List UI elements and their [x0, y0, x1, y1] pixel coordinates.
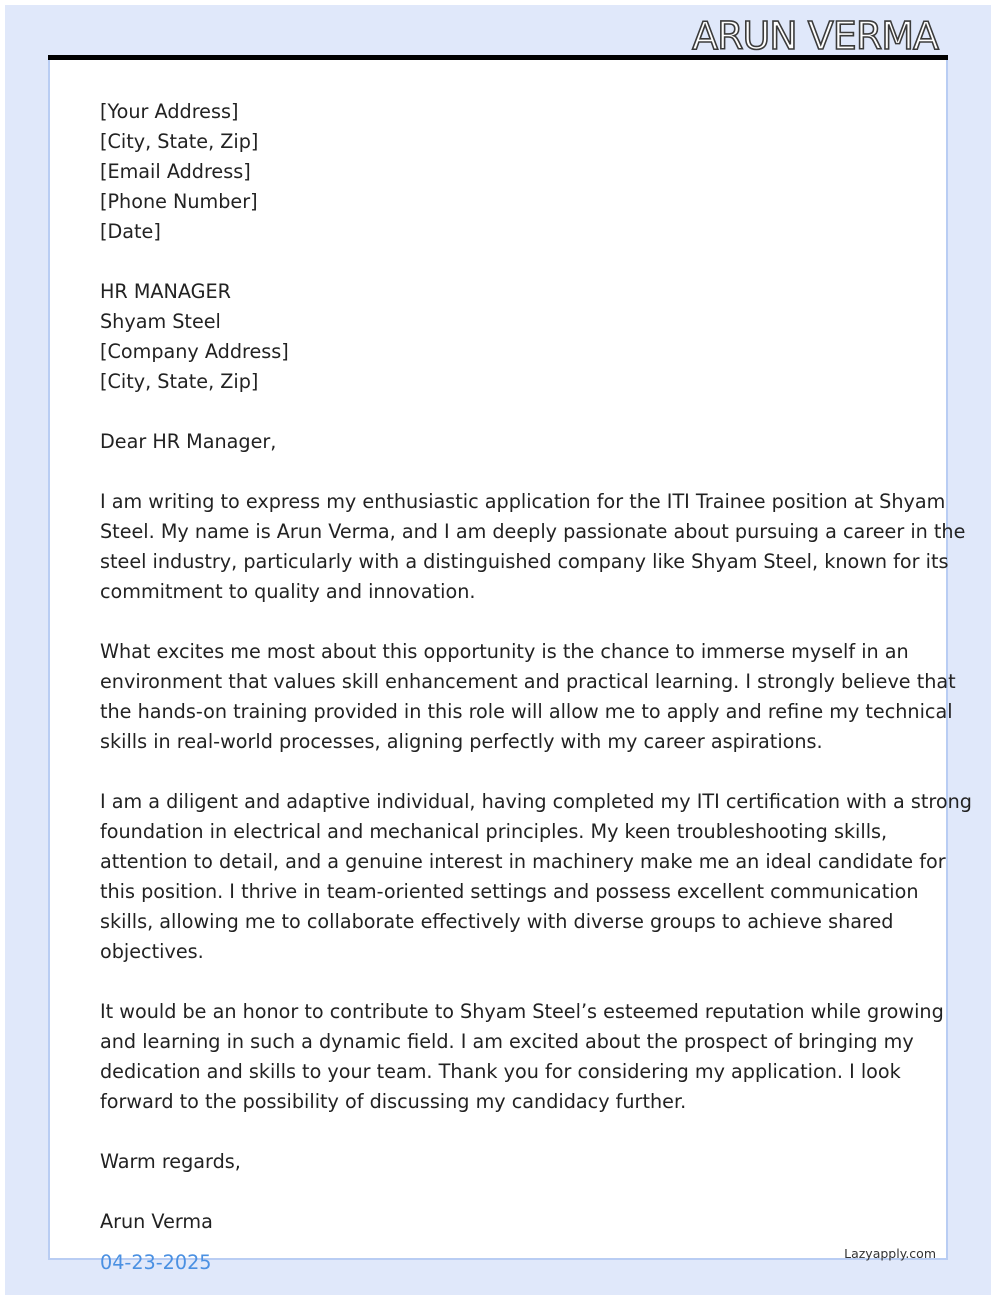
paragraph-line: I am writing to express my enthusiastic application for the ITI Trainee position at Shyam: [100, 490, 946, 513]
paragraph-line: Steel. My name is Arun Verma, and I am deeply passionate about pursuing a career in the: [100, 520, 966, 543]
paragraph-line: attention to detail, and a genuine interest in machinery make me an ideal candidate for: [100, 850, 946, 873]
paragraph-line: What excites me most about this opportunity is the chance to immerse myself in an: [100, 640, 909, 663]
footer-date: 04-23-2025: [100, 1251, 212, 1274]
paragraph-line: skills, allowing me to collaborate effectively with diverse groups to achieve shared: [100, 910, 894, 933]
closing: [100, 1147, 900, 1177]
sender-block: [100, 97, 900, 247]
signature-name: Arun Verma: [100, 1210, 213, 1233]
sender-city-state-zip: [City, State, Zip]: [100, 130, 259, 153]
watermark-text: Lazyapply.com: [844, 1246, 936, 1261]
recipient-city-state-zip: [City, State, Zip]: [100, 370, 259, 393]
paragraph-line: environment that values skill enhancement and practical learning. I strongly believe that: [100, 670, 956, 693]
sender-phone: [Phone Number]: [100, 190, 258, 213]
paragraph-1: [100, 487, 966, 607]
paragraph-line: objectives.: [100, 940, 204, 963]
paragraph-line: It would be an honor to contribute to Shyam Steel’s esteemed reputation while growing: [100, 1000, 944, 1023]
signature: [100, 1207, 900, 1237]
recipient-title: HR MANAGER: [100, 280, 232, 303]
recipient-block: [100, 277, 900, 397]
sender-date: [Date]: [100, 220, 161, 243]
paragraph-3: [100, 787, 972, 967]
header-applicant-name: ARUN VERMA: [692, 14, 938, 58]
salutation-text: Dear HR Manager,: [100, 430, 277, 453]
paragraph-line: and learning in such a dynamic field. I am excited about the prospect of bringing my: [100, 1030, 914, 1053]
paragraph-line: foundation in electrical and mechanical principles. My keen troubleshooting skills,: [100, 820, 888, 843]
closing-text: Warm regards,: [100, 1150, 241, 1173]
paragraph-line: this position. I thrive in team-oriented settings and possess excellent communication: [100, 880, 919, 903]
paragraph-line: steel industry, particularly with a distinguished company like Shyam Steel, known for its: [100, 550, 949, 573]
recipient-company: Shyam Steel: [100, 310, 221, 333]
paragraph-2: [100, 637, 956, 757]
paragraph-line: dedication and skills to your team. Thank you for considering my application. I look: [100, 1060, 901, 1083]
salutation: [100, 427, 900, 457]
paragraph-line: skills in real-world processes, aligning perfectly with my career aspirations.: [100, 730, 823, 753]
paragraph-line: forward to the possibility of discussing my candidacy further.: [100, 1090, 687, 1113]
paragraph-4: [100, 997, 944, 1117]
paragraph-line: commitment to quality and innovation.: [100, 580, 476, 603]
sender-email: [Email Address]: [100, 160, 251, 183]
paragraph-line: I am a diligent and adaptive individual, having completed my ITI certification with a strong: [100, 790, 972, 813]
paragraph-line: the hands-on training provided in this role will allow me to apply and refine my technical: [100, 700, 953, 723]
letter-body: [100, 97, 972, 1237]
sender-address: [Your Address]: [100, 100, 239, 123]
recipient-address: [Company Address]: [100, 340, 289, 363]
